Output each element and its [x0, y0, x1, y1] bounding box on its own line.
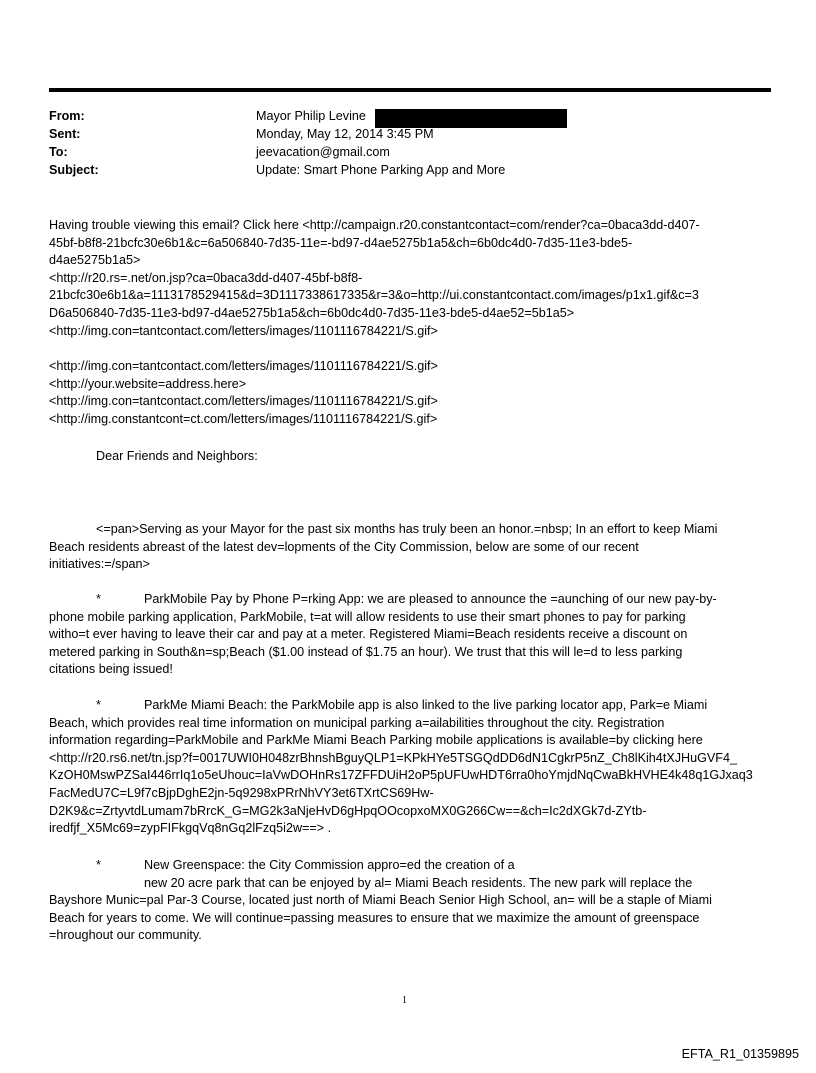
document-id: EFTA_R1_01359895: [681, 1047, 799, 1061]
from-value: Mayor Philip Levine: [256, 109, 366, 123]
intro-line: Beach residents abreast of the latest dev=lopments of the City Commission, below are some of our recent: [49, 539, 639, 554]
greeting: Dear Friends and Neighbors:: [96, 449, 258, 463]
header-rule: [49, 88, 771, 92]
links-line: <http://r20.rs=.net/on.jsp?ca=0baca3dd-d407-45bf-b8f8-: [49, 270, 363, 285]
bullet-first-line: [49, 591, 771, 609]
redaction-bar: [375, 109, 567, 128]
links-line: <http://your.website=address.here>: [49, 376, 247, 391]
links-block-2: [49, 358, 771, 428]
bullet-line: <http://r20.rs6.net/tn.jsp?f=0017UWI0H048zrBhnshBguyQLP1=KPkHYe5TSGQdDD6dN1CgkrP5nZ_Ch8lKih4tXJHuGVF4_: [49, 750, 738, 765]
bullet-parkmobile: [49, 591, 771, 679]
links-line: <http://img.con=tantcontact.com/letters/images/1101116784221/S.gif>: [49, 394, 438, 409]
links-line: d4ae5275b1a5>: [49, 253, 141, 268]
links-line: 45bf-b8f8-21bcfc30e6b1&c=6a506840-7d35-11e=-bd97-d4ae5275b1a5&ch=6b0dc4d0-7d35-11e3-bde5-: [49, 235, 633, 250]
bullet-line: KzOH0MswPZSaI446rrIq1o5eUhouc=IaVwDOHnRs17ZFFDUiH2oP5pUFUwHDT6rra0hoYmjdNqCwaBkHVHE4k48q1GJxaq3: [49, 768, 753, 783]
links-block: [49, 217, 771, 340]
links-line: Having trouble viewing this email? Click here <http://campaign.r20.constantcontact=com/render?ca=0baca3dd-d407-: [49, 218, 700, 232]
bullet-marker: *: [96, 698, 101, 712]
sent-label: Sent:: [49, 127, 81, 141]
bullet-marker: *: [96, 592, 101, 606]
bullet-text: ParkMobile Pay by Phone P=rking App: we are pleased to announce the =aunching of our new pay-by-: [144, 592, 717, 606]
bullet-line: Beach for years to come. We will continue=passing measures to ensure that we maximize the amount of greenspace: [49, 910, 700, 925]
subject-value: Update: Smart Phone Parking App and More: [256, 163, 506, 177]
intro-line: initiatives:=/span>: [49, 557, 150, 572]
bullet-line: Beach, which provides real time information on municipal parking a=ailabilities throughout the city. Registration: [49, 715, 665, 730]
bullet-line: phone mobile parking application, ParkMobile, t=at will allow residents to use their smart phones to pay for parking: [49, 609, 686, 624]
subject-label: Subject:: [49, 163, 99, 177]
bullet-line: citations being issued!: [49, 662, 173, 677]
to-value: jeevacation@gmail.com: [256, 145, 390, 159]
bullet-text: ParkMe Miami Beach: the ParkMobile app is also linked to the live parking locator app, Park=e Miami: [144, 698, 708, 712]
to-label: To:: [49, 145, 68, 159]
bullet-line: FacMedU7C=L9f7cBjpDghE2jn-5q9298xPRrNhVY3et6TXrtCS69Hw-: [49, 785, 434, 800]
bullet-marker: *: [96, 858, 101, 872]
bullet-line: witho=t ever having to leave their car and pay at a meter. Registered Miami=Beach residents receive a discount on: [49, 627, 688, 642]
sent-value: Monday, May 12, 2014 3:45 PM: [256, 127, 434, 141]
intro-paragraph: [49, 521, 771, 574]
bullet-text: New Greenspace: the City Commission appro=ed the creation of a: [144, 858, 515, 872]
links-line: <http://img.constantcont=ct.com/letters/images/1101116784221/S.gif>: [49, 411, 438, 426]
page-number: 1: [402, 995, 407, 1006]
bullet-line: D2K9&c=ZrtyvtdLumam7bRrcK_G=MG2k3aNjeHvD6gHpqOOcopxoMX0G266Cw==&ch=Ic2dXGk7d-ZYtb-: [49, 803, 647, 818]
links-line: <http://img.con=tantcontact.com/letters/images/1101116784221/S.gif>: [49, 323, 438, 338]
bullet-line: new 20 acre park that can be enjoyed by al= Miami Beach residents. The new park will replace the: [144, 875, 693, 890]
bullet-greenspace: [49, 857, 771, 945]
links-line: <http://img.con=tantcontact.com/letters/images/1101116784221/S.gif>: [49, 359, 438, 373]
greeting-block: [49, 448, 771, 466]
links-line: 21bcfc30e6b1&a=1113178529415&d=3D1117338617335&r=3&o=http://ui.constantcontact.com/images/p1x1.gif&c=3: [49, 288, 699, 303]
links-line: D6a506840-7d35-11e3-bd97-d4ae5275b1a5&ch=6b0dc4d0-7d35-11e3-bde5-d4ae52=5b1a5>: [49, 305, 575, 320]
bullet-line: =hroughout our community.: [49, 928, 202, 943]
bullet-parkme: [49, 697, 771, 838]
intro-line: <=pan>Serving as your Mayor for the past six months has truly been an honor.=nbsp; In an effort to keep Miami: [96, 522, 718, 536]
bullet-first-line: [49, 697, 771, 715]
bullet-first-line: [49, 857, 771, 875]
bullet-line: Bayshore Munic=pal Par-3 Course, located just north of Miami Beach Senior High School, an= will be a staple of Miami: [49, 893, 712, 908]
from-label: From:: [49, 109, 85, 123]
bullet-line: metered parking in South&n=sp;Beach ($1.00 instead of $1.75 an hour). We trust that this will le=d to less parking: [49, 644, 683, 659]
bullet-line: information regarding=ParkMobile and ParkMe Miami Beach Parking mobile applications is available=by clicking here: [49, 733, 703, 748]
bullet-line: iredfjf_X5Mc69=zypFIFkgqVq8nGq2lFzq5i2w==> .: [49, 821, 332, 836]
